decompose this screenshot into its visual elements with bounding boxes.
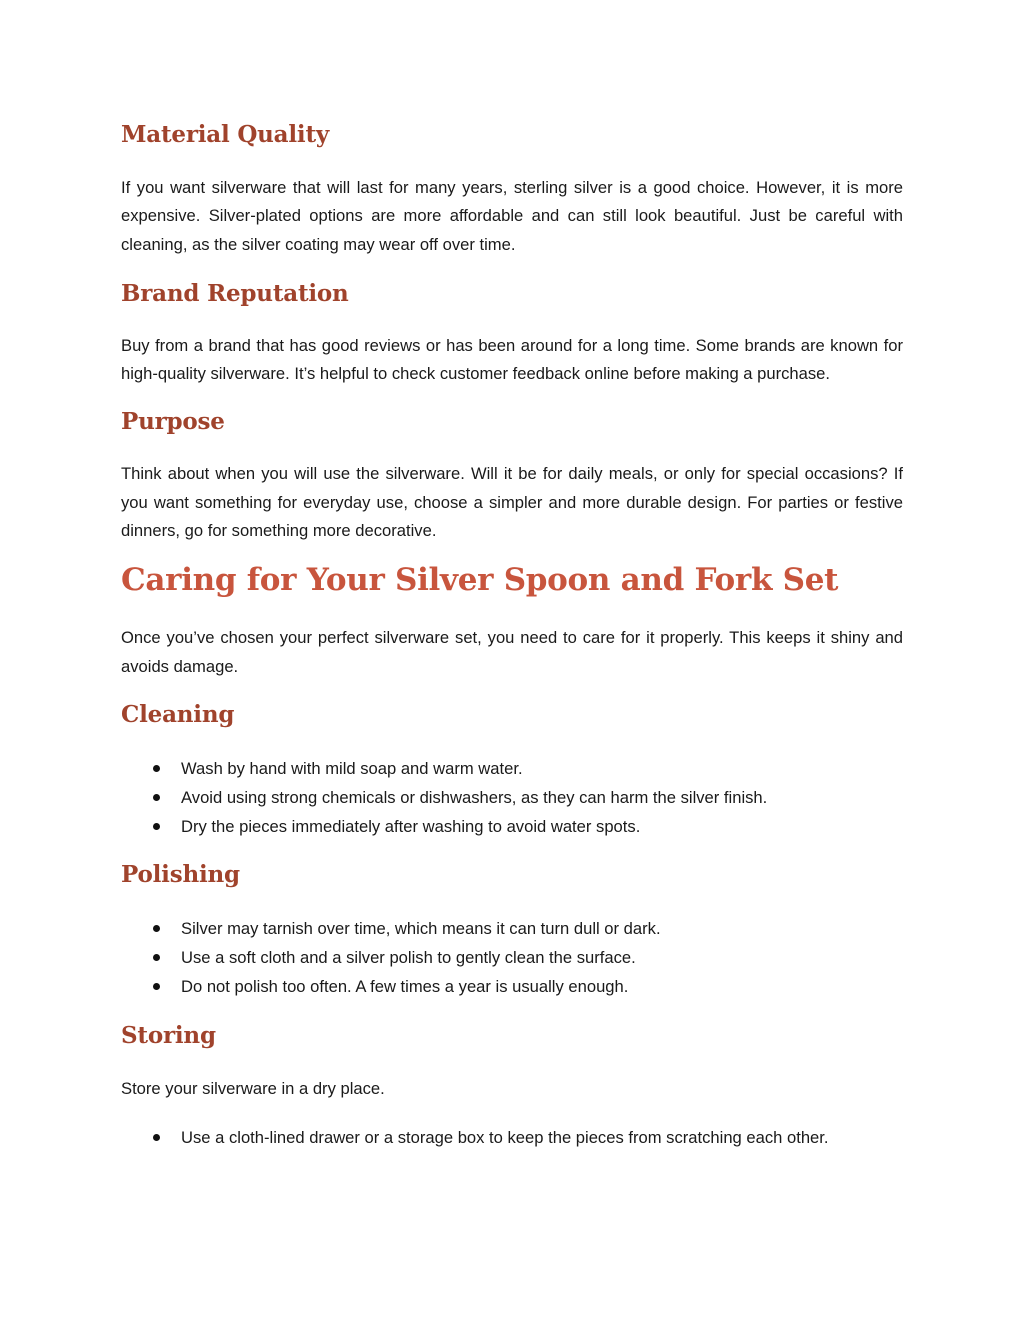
bullet-icon	[153, 1134, 160, 1141]
document-page	[121, 118, 903, 1153]
list-cleaning	[121, 754, 903, 842]
bullet-icon	[153, 794, 160, 801]
bullet-icon	[153, 954, 160, 961]
list-item	[121, 972, 903, 1001]
list-item	[121, 754, 903, 783]
list-item	[121, 1123, 903, 1152]
heading-material-quality: Material Quality	[121, 121, 330, 148]
paragraph-purpose: Think about when you will use the silverware. Will it be for daily meals, or only for special occasions? If you want something for everyday use, choose a simpler and more durable design. For parties or festive dinners, go for something more decorative.	[121, 464, 903, 541]
bullet-icon	[153, 983, 160, 990]
list-storing	[121, 1123, 903, 1152]
list-item-text: Silver may tarnish over time, which means it can turn dull or dark.	[181, 918, 661, 938]
list-item	[121, 943, 903, 972]
heading-storing: Storing	[121, 1022, 216, 1050]
list-item	[121, 914, 903, 943]
bullet-icon	[153, 925, 160, 932]
list-item-text: Avoid using strong chemicals or dishwashers, as they can harm the silver finish.	[181, 788, 768, 808]
list-item-text: Dry the pieces immediately after washing to avoid water spots.	[181, 817, 641, 837]
heading-brand-reputation: Brand Reputation	[121, 279, 349, 307]
heading-purpose: Purpose	[121, 408, 225, 436]
list-item-text: Wash by hand with mild soap and warm water.	[181, 758, 523, 778]
bullet-icon	[153, 823, 160, 830]
list-item-text: Use a cloth-lined drawer or a storage box to keep the pieces from scratching each other.	[181, 1128, 829, 1148]
list-item	[121, 812, 903, 841]
heading-cleaning: Cleaning	[121, 700, 235, 728]
heading-caring: Caring for Your Silver Spoon and Fork Set	[121, 562, 839, 599]
paragraph-caring: Once you’ve chosen your perfect silverware set, you need to care for it properly. This keeps it shiny and avoids damage.	[121, 628, 903, 676]
list-item	[121, 783, 903, 812]
list-item-text: Use a soft cloth and a silver polish to gently clean the surface.	[181, 947, 636, 967]
paragraph-storing: Store your silverware in a dry place.	[121, 1079, 385, 1099]
list-item-text: Do not polish too often. A few times a year is usually enough.	[181, 976, 629, 996]
bullet-icon	[153, 765, 160, 772]
heading-polishing: Polishing	[121, 860, 240, 888]
list-polishing	[121, 914, 903, 1002]
paragraph-material-quality: If you want silverware that will last for many years, sterling silver is a good choice. However, it is more expensive. Silver-plated options are more affordable and can still look beautiful. Just be careful with cleaning, as the silver coating may wear off over time.	[121, 178, 903, 254]
paragraph-brand-reputation: Buy from a brand that has good reviews or has been around for a long time. Some brands are known for high-quality silverware. It’s helpful to check customer feedback online before making a purchase.	[121, 335, 903, 384]
